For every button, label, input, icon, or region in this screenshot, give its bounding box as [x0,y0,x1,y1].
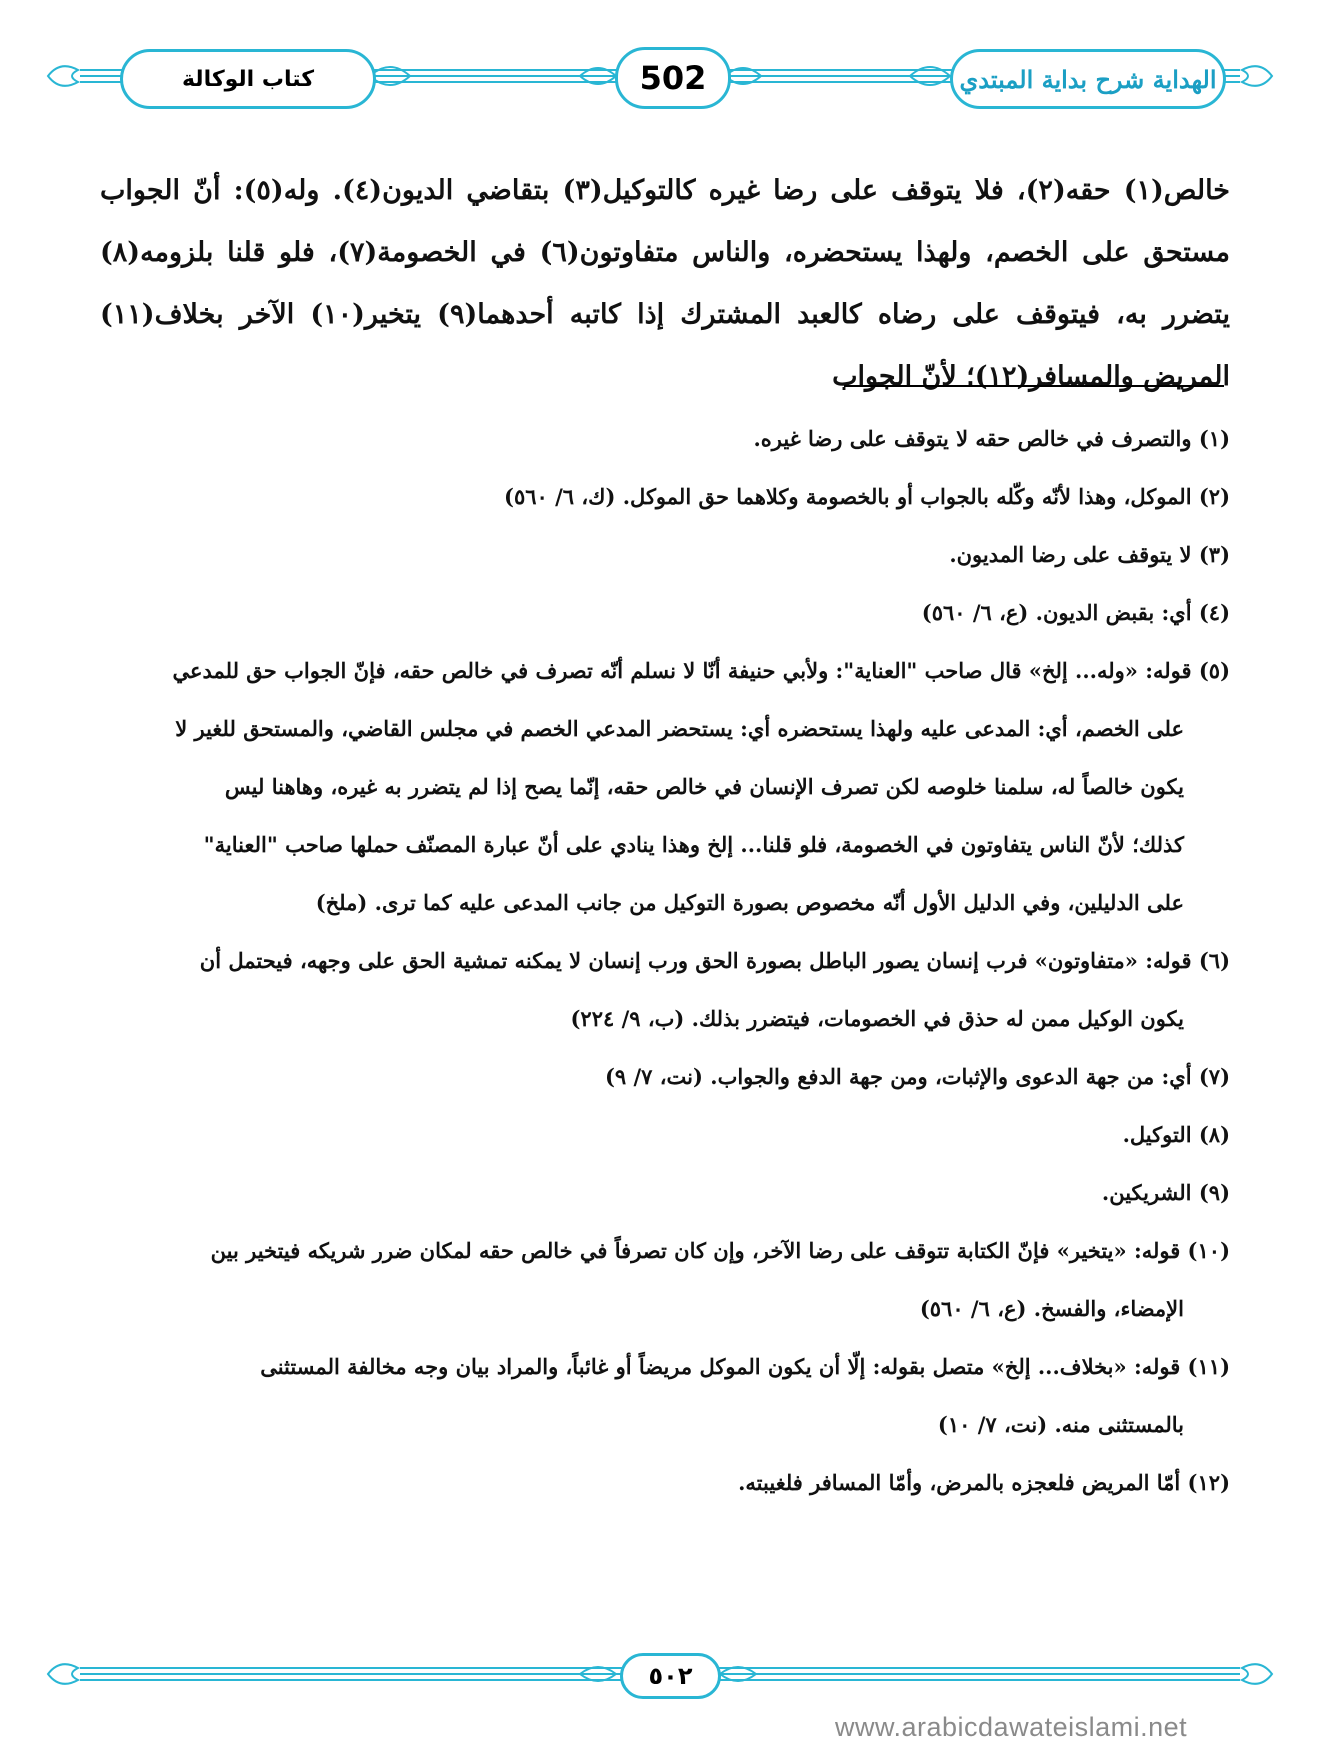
footnotes [95,410,1230,1512]
footnote-11: (١١) قوله: «بخلاف... إلخ» متصل بقوله: إلّا أن يكون الموكل مريضاً أو غائباً، والمراد بيان وجه مخالفة المستثنى بالمستثنى منه. (نت، ٧/ ١٠) [260,1354,1230,1437]
footnote-1: (١) والتصرف في خالص حقه لا يتوقف على رضا غيره. [753,426,1230,451]
book-title-logo: الهداية شرح بداية المبتدي [950,49,1226,109]
footnote-4: (٤) أي: بقبض الديون. (ع، ٦/ ٥٦٠) [921,600,1230,625]
footnote-10: (١٠) قوله: «يتخير» فإنّ الكتابة تتوقف على رضا الآخر، وإن كان تصرفاً في خالص حقه لمكان ضرر شريكه فيتخير بين الإمضاء، والفسخ. (ع، ٦/ ٥٦٠) [210,1238,1230,1321]
website-url: www.arabicdawateislami.net [835,1712,1188,1742]
footnote-2: (٢) الموكل، وهذا لأنّه وكّله بالجواب أو بالخصومة وكلاهما حق الموكل. (ك، ٦/ ٥٦٠) [504,484,1230,509]
footnote-separator [844,385,1224,387]
footnote-8: (٨) التوكيل. [1122,1122,1230,1147]
footnote-7: (٧) أي: من جهة الدعوى والإثبات، ومن جهة الدفع والجواب. (نت، ٧/ ٩) [604,1064,1230,1089]
page-number: 502 [615,47,731,109]
footer-page-number: ٥٠٢ [620,1653,721,1699]
footnote-5: (٥) قوله: «وله... إلخ» قال صاحب "العناية": ولأبي حنيفة أنّا لا نسلم أنّه تصرف في خالص حقه، فإنّ الجواب حق للمدعي على الخصم، أي: المدعى عليه ولهذا يستحضره أي: يستحضر المدعي الخصم في مجلس القاضي، والمستحق للغير لا يكون خالصاً له، سلمنا خلوصه لكن تصرف الإنسان في خالص حقه، إنّما يصح إذا لم يتضرر به غيره، وهاهنا ليس كذلك؛ لأنّ الناس يتفاوتون في الخصومة، فلو قلنا... إلخ وهذا ينادي على أنّ عبارة المصنّف حملها صاحب "العناية" على الدليلين، وفي الدليل الأول أنّه مخصوص بصورة التوكيل من جانب المدعى عليه كما ترى. (ملخ) [172,658,1230,915]
footnote-6: (٦) قوله: «متفاوتون» فرب إنسان يصور الباطل بصورة الحق ورب إنسان لا يمكنه تمشية الحق على وجهه، فيحتمل أن يكون الوكيل ممن له حذق في الخصومات، فيتضرر بذلك. (ب، ٩/ ٢٢٤) [199,948,1230,1031]
footer-ornament [40,1650,1280,1710]
chapter-title: كتاب الوكالة [120,49,376,109]
header-ornament [40,40,1280,120]
footnote-12: (١٢) أمّا المريض فلعجزه بالمرض، وأمّا المسافر فلغيبته. [738,1470,1230,1495]
main-text: خالص(١) حقه(٢)، فلا يتوقف على رضا غيره كالتوكيل(٣) بتقاضي الديون(٤). وله(٥): أنّ الجواب مستحق على الخصم، ولهذا يستحضره، والناس متفاوتون(٦) في الخصومة(٧)، فلو قلنا بلزومه(٨) يتضرر به، فيتوقف على رضاه كالعبد المشترك إذا كاتبه أحدهما(٩) يتخير(١٠) الآخر بخلاف(١١) المريض والمسافر(١٢)؛ لأنّ الجواب [100,175,1230,392]
footnote-3: (٣) لا يتوقف على رضا المديون. [949,542,1230,567]
footnote-9: (٩) الشريكين. [1101,1180,1230,1205]
